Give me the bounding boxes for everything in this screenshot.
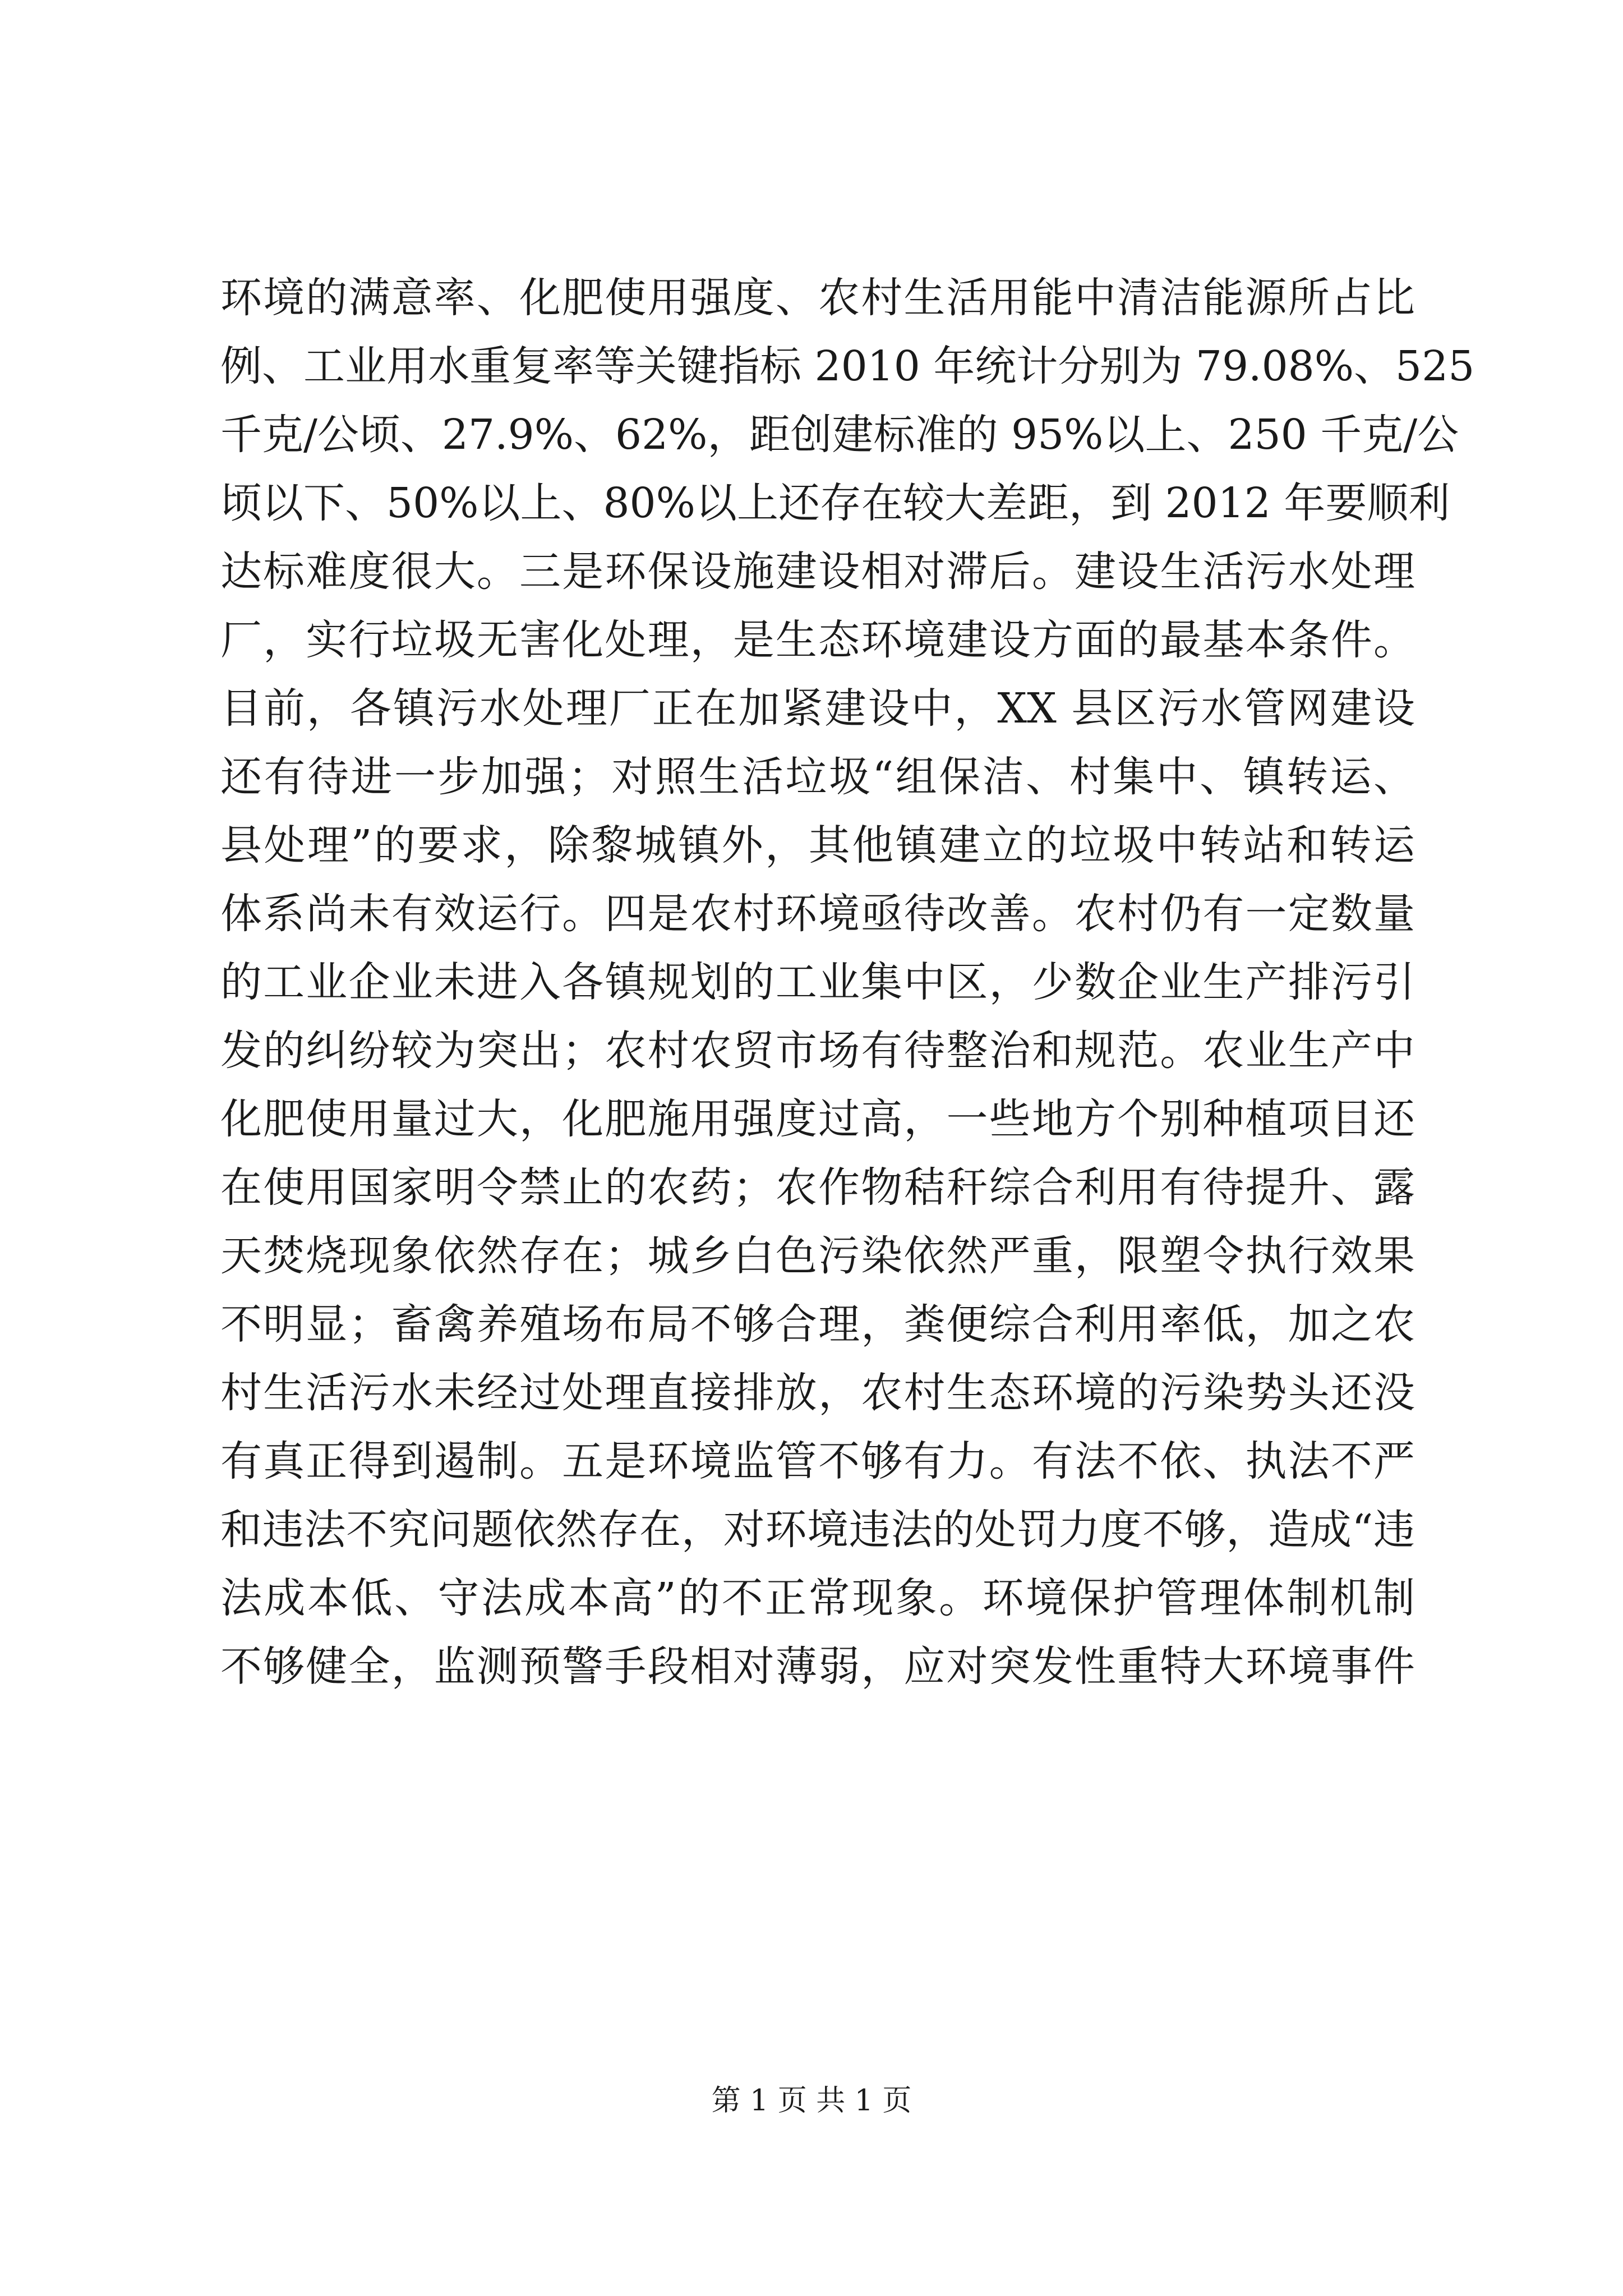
body-paragraph (220, 264, 1475, 1701)
text-line-3: 千克/公顷、27.9%、62%，距创建标准的 95%以上、250 千克/公 (220, 411, 1459, 459)
text-line-12: 发的纠纷较为突出；农村农贸市场有待整治和规范。农业生产中 (220, 1027, 1415, 1075)
text-line-15: 天焚烧现象依然存在；城乡白色污染依然严重，限塑令执行效果 (220, 1232, 1415, 1280)
text-line-8: 还有待进一步加强；对照生活垃圾“组保洁、村集中、镇转运、 (220, 753, 1415, 801)
text-line-5: 达标难度很大。三是环保设施建设相对滞后。建设生活污水处理 (220, 547, 1415, 596)
text-line-14: 在使用国家明令禁止的农药；农作物秸秆综合利用有待提升、露 (220, 1163, 1415, 1212)
page-number-footer: 第 1 页 共 1 页 (711, 2084, 912, 2118)
text-line-2: 例、工业用水重复率等关键指标 2010 年统计分别为 79.08%、525 (220, 342, 1475, 390)
text-line-6: 厂，实行垃圾无害化处理，是生态环境建设方面的最基本条件。 (220, 616, 1415, 664)
text-line-7: 目前，各镇污水处理厂正在加紧建设中，XX 县区污水管网建设 (220, 684, 1415, 733)
text-line-13: 化肥使用量过大，化肥施用强度过高，一些地方个别种植项目还 (220, 1095, 1415, 1143)
text-line-18: 有真正得到遏制。五是环境监管不够有力。有法不依、执法不严 (220, 1437, 1415, 1485)
text-line-9: 县处理”的要求，除黎城镇外，其他镇建立的垃圾中转站和转运 (220, 821, 1415, 869)
text-line-20: 法成本低、守法成本高”的不正常现象。环境保护管理体制机制 (220, 1574, 1415, 1622)
text-line-19: 和违法不究问题依然存在，对环境违法的处罚力度不够，造成“违 (220, 1506, 1415, 1554)
text-line-1: 环境的满意率、化肥使用强度、农村生活用能中清洁能源所占比 (220, 274, 1415, 322)
text-line-17: 村生活污水未经过处理直接排放，农村生态环境的污染势头还没 (220, 1369, 1415, 1417)
text-line-21: 不够健全，监测预警手段相对薄弱，应对突发性重特大环境事件 (220, 1642, 1415, 1691)
text-line-4: 顷以下、50%以上、80%以上还存在较大差距，到 2012 年要顺利 (220, 479, 1450, 527)
text-line-11: 的工业企业未进入各镇规划的工业集中区，少数企业生产排污引 (220, 958, 1415, 1006)
text-line-10: 体系尚未有效运行。四是农村环境亟待改善。农村仍有一定数量 (220, 890, 1415, 938)
text-line-16: 不明显；畜禽养殖场布局不够合理，粪便综合利用率低，加之农 (220, 1300, 1415, 1349)
